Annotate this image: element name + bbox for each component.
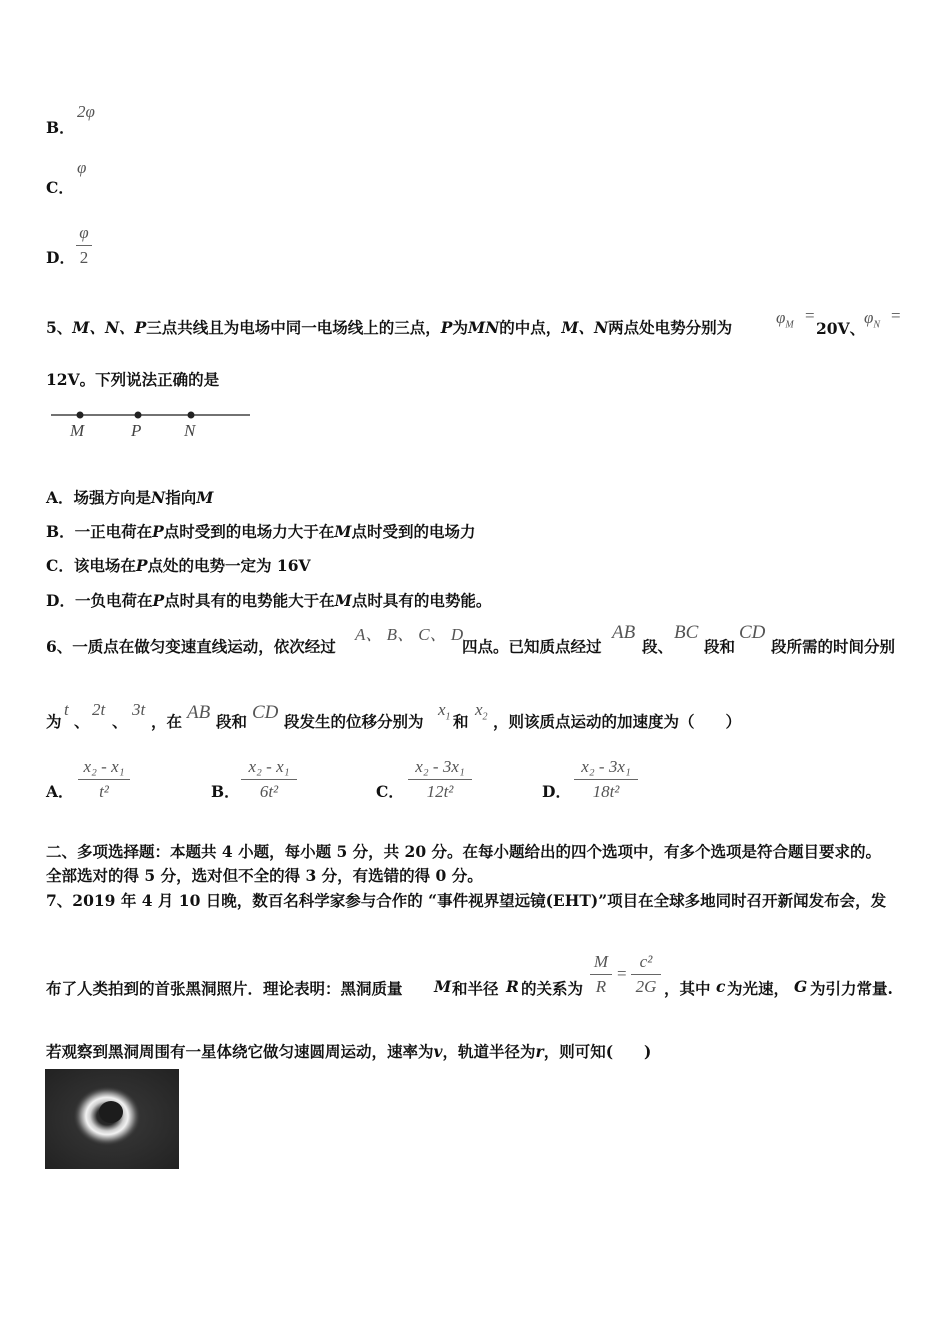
q7-stem-line2-d: ，其中 — [664, 979, 711, 998]
q6-stem-a: 6、一质点在做匀变速直线运动，依次经过 — [46, 637, 336, 656]
fraction-bar — [631, 974, 661, 975]
q6-cd2: CD — [252, 702, 279, 723]
q7-g: G — [794, 977, 808, 996]
q7-fraction-m-over-r — [590, 952, 612, 997]
q6-option-d-fraction — [574, 757, 638, 802]
black-hole-shadow — [99, 1101, 123, 1123]
q5-option-d: D．一负电荷在P点时具有的电势能大于在M点时具有的电势能。 — [46, 591, 492, 610]
q5-eq1: = — [805, 306, 815, 325]
fraction-denominator: 2G — [635, 977, 657, 996]
q6-line2-f: ，则该质点运动的加速度为（ ） — [493, 712, 742, 731]
q4-option-b-math: 2φ — [77, 102, 95, 121]
label-m: M — [70, 421, 85, 440]
q6-option-a-fraction — [78, 757, 130, 802]
point-m-dot — [77, 412, 84, 419]
q5-stem-line1: 5、M、N、P三点共线且为电场中同一电场线上的三点，P为MN的中点，M、N两点处电势分别为 — [46, 318, 733, 337]
label-p: P — [131, 421, 142, 440]
q6-t1: t — [64, 700, 69, 719]
q6-sep1: 、 — [74, 712, 90, 731]
phi-n: $\varphi_N$ — [864, 308, 881, 331]
q6-option-d-label: D． — [542, 782, 571, 801]
q5-option-b: B．一正电荷在P点时受到的电场力大于在M点时受到的电场力 — [46, 522, 476, 541]
fraction-denominator: 6t² — [259, 782, 279, 801]
q6-points: A、 B、 C、 D — [355, 625, 464, 644]
q5-option-c: C．该电场在P点处的电势一定为 16V — [46, 556, 311, 575]
label-n: N — [184, 421, 196, 440]
q6-stem-c: 段、 — [642, 637, 674, 656]
point-p-dot — [135, 412, 142, 419]
fraction-numerator: x₂ - x₁ — [83, 757, 125, 776]
fraction-numerator: x₂ - 3x₁ — [581, 757, 631, 776]
fraction-bar — [408, 779, 472, 780]
q7-stem-line1: 7、2019 年 4 月 10 日晚，数百名科学家参与合作的 “事件视界望远镜(EHT)”项目在全球多地同时召开新闻发布会，发 — [46, 891, 887, 910]
fraction-bar — [241, 779, 297, 780]
q7-stem-line2-c: 的关系为 — [521, 979, 584, 998]
q7-fraction-c2-over-2g — [631, 952, 661, 997]
fraction-numerator: x₂ - x₁ — [248, 757, 290, 776]
q6-option-a-label: A． — [46, 782, 74, 801]
field-line-figure — [48, 403, 258, 443]
q6-option-b-fraction — [241, 757, 297, 802]
q6-line2-d: 段发生的位移分别为 — [284, 712, 424, 731]
q6-bc: BC — [674, 622, 699, 643]
black-hole-photo — [45, 1069, 179, 1169]
q6-stem-e: 段所需的时间分别 — [771, 637, 896, 656]
q6-stem-d: 段和 — [704, 637, 736, 656]
q4-option-b-label: B． — [46, 118, 75, 137]
q7-stem-line3: 若观察到黑洞周围有一星体绕它做匀速圆周运动，速率为v，轨道半径为r，则可知( ) — [46, 1042, 652, 1061]
q6-line2-e: 和 — [453, 712, 469, 731]
q6-x2: $x_2$ — [475, 700, 488, 723]
q6-sep2: 、 — [112, 712, 128, 731]
phi-m: $\varphi_M$ — [776, 308, 794, 331]
fraction-denominator: t² — [99, 782, 109, 801]
q6-x1: $x_1$ — [438, 700, 451, 723]
q6-t2: 2t — [92, 700, 106, 719]
q6-cd: CD — [739, 622, 766, 643]
q6-option-b-label: B． — [211, 782, 240, 801]
q6-line2-b: ，在 — [151, 712, 183, 731]
q6-line2-a: 为 — [46, 712, 62, 731]
q5-eq2: = — [891, 306, 901, 325]
q6-option-c-label: C． — [376, 782, 404, 801]
q4-option-c-label: C． — [46, 178, 74, 197]
q7-stem-line2-f: 为引力常量. — [810, 979, 893, 998]
q5-stem-line2: 12V。下列说法正确的是 — [46, 370, 220, 389]
fraction-numerator: c² — [639, 952, 653, 971]
fraction-bar — [590, 974, 612, 975]
q6-line2-c: 段和 — [216, 712, 248, 731]
fraction-denominator: 18t² — [592, 782, 620, 801]
q5-val1: 20V、 — [816, 319, 866, 338]
q7-eq: = — [617, 964, 627, 983]
fraction-denominator: R — [595, 977, 607, 996]
fraction-bar — [78, 779, 130, 780]
q4-option-c-math: φ — [77, 158, 87, 177]
fraction-bar — [76, 245, 92, 246]
fraction-numerator: φ — [79, 223, 89, 242]
q7-c: c — [716, 977, 726, 996]
fraction-bar — [574, 779, 638, 780]
section2-heading-line2: 全部选对的得 5 分，选对但不全的得 3 分，有选错的得 0 分。 — [46, 866, 483, 885]
q7-stem-line2-e: 为光速， — [727, 979, 790, 998]
point-n-dot — [188, 412, 195, 419]
fraction-denominator: 12t² — [426, 782, 454, 801]
fraction-numerator: M — [593, 952, 609, 971]
section2-heading-line1: 二、多项选择题：本题共 4 小题，每小题 5 分，共 20 分。在每小题给出的四个选项中，有多个选项是符合题目要求的。 — [46, 842, 882, 861]
q7-r: R — [506, 977, 519, 996]
q7-m: M — [434, 977, 452, 996]
fraction-denominator: 2 — [79, 248, 89, 267]
q6-ab2: AB — [187, 702, 211, 723]
q6-stem-b: 四点。已知质点经过 — [462, 637, 602, 656]
q6-option-c-fraction — [408, 757, 472, 802]
fraction-numerator: x₂ - 3x₁ — [415, 757, 465, 776]
q6-t3: 3t — [132, 700, 146, 719]
q7-stem-line2-b: 和半径 — [452, 979, 499, 998]
q4-option-d-label: D． — [46, 248, 75, 267]
q6-ab: AB — [612, 622, 636, 643]
q7-stem-line2-a: 布了人类拍到的首张黑洞照片．理论表明：黑洞质量 — [46, 979, 403, 998]
q4-option-d-fraction — [76, 223, 92, 268]
q5-option-a: A．场强方向是N指向M — [46, 488, 214, 507]
